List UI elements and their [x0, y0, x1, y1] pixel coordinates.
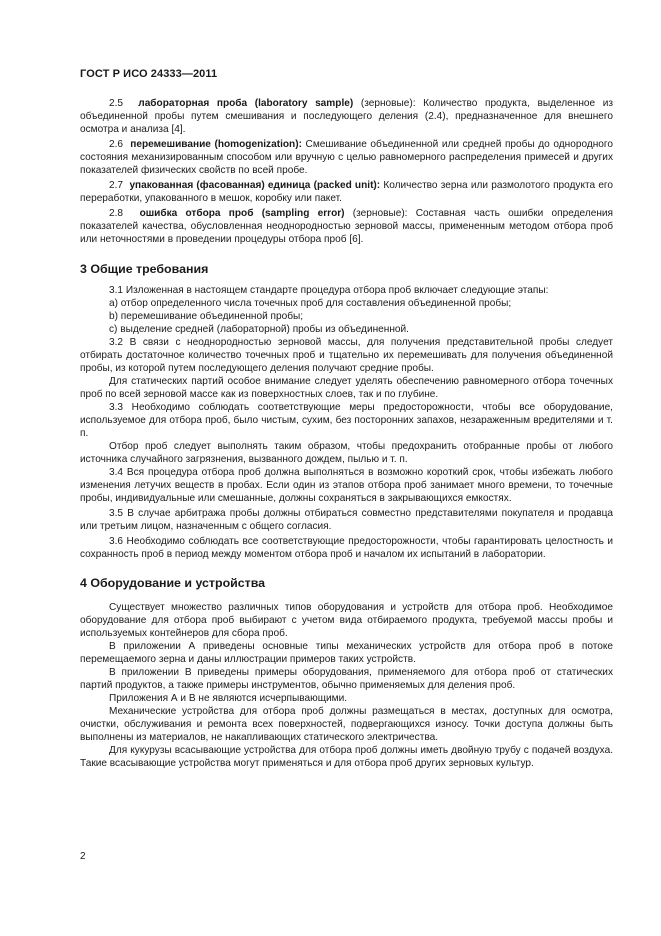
- definition-2-5: [80, 97, 613, 136]
- clause-3-5: 3.5 В случае арбитража пробы должны отбираться совместно представителями покупателя и продавца или третьим лицом, назначенным с общего согласия.: [80, 508, 613, 532]
- section-4-paragraph-6: Для кукурузы всасывающие устройства для отбора проб должны иметь двойную трубу с подачей воздуха. Такие всасывающие устройства могут применяться и для отбора проб других зерновых культур.: [80, 745, 613, 769]
- page-content: [80, 97, 613, 770]
- term-name: лабораторная проба (laboratory sample): [138, 98, 354, 109]
- clause-3-2-continued: Для статических партий особое внимание следует уделять обеспечению равномерного отбора точечных проб по всей зерновой массе как из поверхностных слоев, так и по глубине.: [80, 376, 613, 400]
- clause-3-1: 3.1 Изложенная в настоящем стандарте процедура отбора проб включает следующие этапы:: [109, 285, 549, 296]
- term-name: перемешивание (homogenization):: [130, 139, 302, 150]
- term-name: упакованная (фасованная) единица (packed unit):: [129, 180, 381, 191]
- clause-number: 2.6: [109, 139, 124, 150]
- definition-2-7: [80, 179, 613, 205]
- section-4-paragraph-3: В приложении В приведены примеры оборудования, применяемого для отбора проб от статических партий продуктов, а также примеры инструментов, обычно применяемых для деления проб.: [80, 667, 613, 691]
- clause-3-3-continued: Отбор проб следует выполнять таким образом, чтобы предохранить отобранные пробы от любого источника случайного загрязнения, вызванного дождем, пылью и т. п.: [80, 441, 613, 465]
- list-item-c: c) выделение средней (лабораторной) пробы из объединенной.: [109, 324, 409, 335]
- section-3-heading: 3 Общие требования: [80, 262, 209, 276]
- clause-3-4: 3.4 Вся процедура отбора проб должна выполняться в возможно короткий срок, чтобы избежать любого изменения летучих веществ в пробах. Если один из этапов отбора проб занимает много времени, то точечные пробы, индивидуальные или смешанные, должны сохраняться в закрывающихся емкостях.: [80, 467, 613, 504]
- clause-3-2: 3.2 В связи с неоднородностью зерновой массы, для получения представительной пробы следует отбирать достаточное количество точечных проб и тщательно их перемешивать для получения объединенной пробы, из которой путем последующего деления получают средние пробы.: [80, 337, 613, 374]
- list-item-b: b) перемешивание объединенной пробы;: [109, 311, 304, 322]
- clause-3-6: 3.6 Необходимо соблюдать все соответствующие предосторожности, чтобы гарантировать целостность и сохранность проб в период между моментом отбора проб и началом их испытаний в лаборатории.: [80, 536, 613, 560]
- clause-number: 2.7: [109, 180, 124, 191]
- section-4-heading: 4 Оборудование и устройства: [80, 576, 266, 590]
- list-item-a: a) отбор определенного числа точечных проб для составления объединенной пробы;: [109, 298, 512, 309]
- page-number: 2: [80, 851, 86, 862]
- section-4-paragraph-4: Приложения А и В не являются исчерпывающими.: [109, 693, 348, 704]
- document-header: ГОСТ Р ИСО 24333—2011: [80, 68, 218, 80]
- definition-2-8: [80, 207, 613, 246]
- clause-number: 2.8: [109, 208, 124, 219]
- term-name: ошибка отбора проб (sampling error): [139, 208, 345, 219]
- clause-3-3: 3.3 Необходимо соблюдать соответствующие меры предосторожности, чтобы все оборудование, используемое для отбора проб, было чистым, сухим, без посторонних запахов, незараженным вредителями и т. п.: [80, 402, 613, 439]
- term-definition: (зерновые): Составная часть ошибки определения показателей качества, обусловленная неоднородностью зерновой массы, примененным методом отбора проб или неточностями в проведении процедуры отбора проб [6].: [80, 208, 613, 245]
- definition-2-6: [80, 138, 613, 177]
- term-definition: Смешивание объединенной или средней пробы до однородного состояния механизированным способом или вручную с целью равномерного распределения примесей и других показателей физических свойств по всей пробе.: [80, 139, 613, 176]
- section-4-paragraph-1: Существует множество различных типов оборудования и устройств для отбора проб. Необходимое оборудование для отбора проб выбирают с учетом вида отбираемого продукта, требуемой массы пробы и используемых контейнеров для сбора проб.: [80, 602, 613, 639]
- section-4-paragraph-2: В приложении А приведены основные типы механических устройств для отбора проб в потоке перемещаемого зерна и даны иллюстрации примеров таких устройств.: [80, 641, 613, 665]
- term-definition: Количество зерна или размолотого продукта его переработки, упакованного в мешок, коробку или пакет.: [80, 180, 613, 204]
- term-definition: (зерновые): Количество продукта, выделенное из объединенной пробы путем смешивания и последующего деления (2.4), предназначенное для внешнего осмотра и анализа [4].: [80, 98, 613, 135]
- clause-number: 2.5: [109, 98, 124, 109]
- section-4-paragraph-5: Механические устройства для отбора проб должны размещаться в местах, доступных для осмотра, очистки, обслуживания и ремонта всех поверхностей, подвергающихся износу. Точки доступа должны быть выполнены из материалов, не накапливающих статического электричества.: [80, 706, 613, 743]
